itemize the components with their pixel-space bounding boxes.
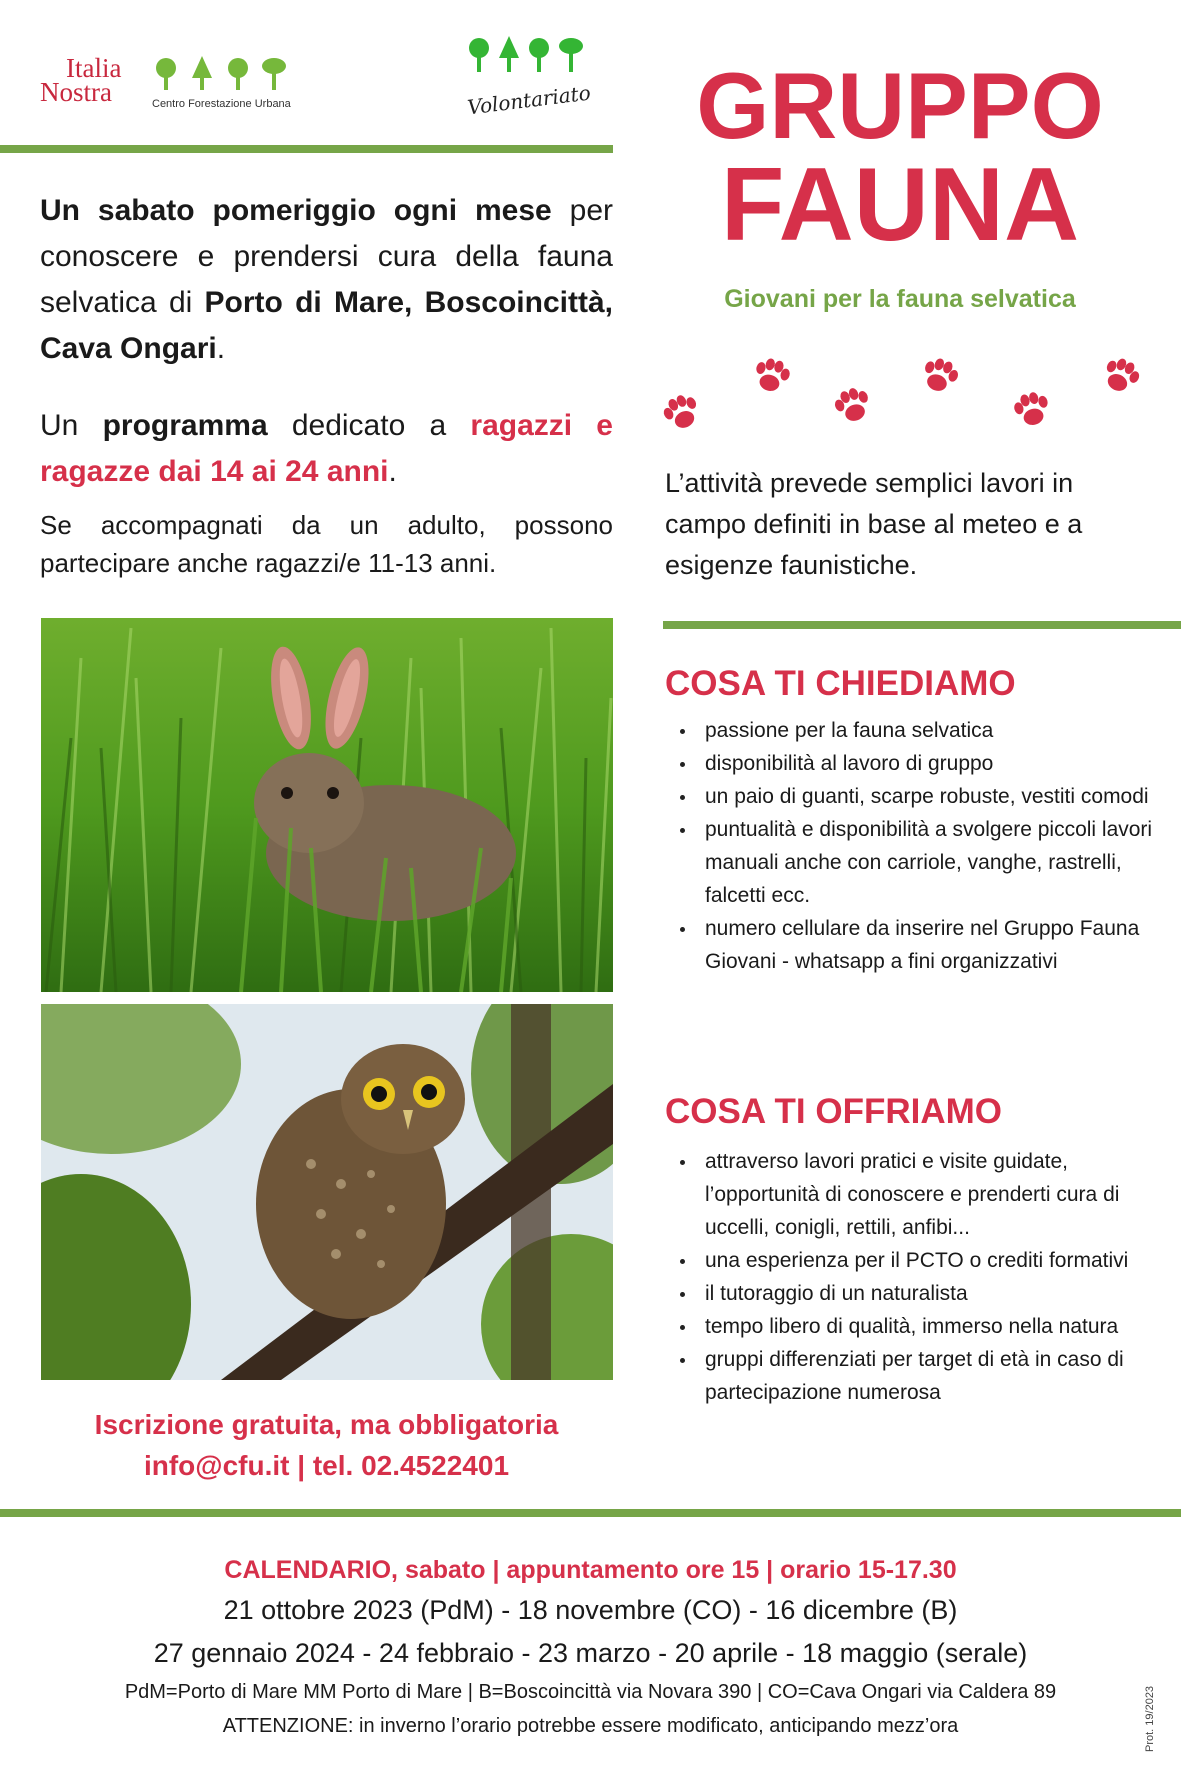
intro-paragraph (40, 188, 613, 372)
intro-text: per conoscere e prendersi cura della fauna selvatica di (40, 194, 613, 319)
trees-icon (152, 56, 302, 94)
logo-word-nostra: Nostra (40, 77, 112, 107)
program-paragraph (40, 403, 613, 495)
right-divider (663, 621, 1181, 629)
logo-word-italia: Italia (66, 53, 122, 83)
paw-print-icon (827, 381, 878, 432)
protocol-number: Prot. 19/2023 (1144, 1685, 1156, 1752)
program-keyword: programma (102, 409, 268, 442)
location-legend: PdM=Porto di Mare MM Porto di Mare | B=Boscoincittà via Novara 390 | CO=Cava Ongari via Caldera 89 (124, 1681, 1057, 1703)
program-age-range: ragazzi e ragazze dai 14 ai 24 anni (40, 409, 613, 488)
page-subtitle: Giovani per la fauna selvatica (724, 285, 1076, 313)
calendar-dates-2024: 27 gennaio 2024 - 24 febbraio - 23 marzo - 20 aprile - 18 maggio (serale) (153, 1638, 1028, 1668)
title-line-2: FAUNA (720, 147, 1080, 263)
list-item: un paio di guanti, scarpe robuste, vestiti comodi (705, 780, 1181, 813)
italia-nostra-logo (40, 53, 300, 116)
program-text-1: Un (40, 409, 103, 442)
activity-description: L’attività prevede semplici lavori in campo definiti in base al meteo e a esigenze faunistiche. (665, 468, 1083, 580)
paw-print-icon (913, 351, 964, 402)
registration-info (40, 1404, 613, 1486)
calendar-heading: CALENDARIO, sabato | appuntamento ore 15 | orario 15-17.30 (224, 1556, 957, 1584)
program-period: . (388, 455, 397, 488)
logo-subtitle: Centro Forestazione Urbana (152, 98, 291, 110)
ask-heading: COSA TI CHIEDIAMO (665, 664, 1016, 703)
intro-places: Porto di Mare, Boscoincittà, Cava Ongari (40, 286, 613, 365)
list-item: passione per la fauna selvatica (705, 714, 1181, 747)
intro-highlight: Un sabato pomeriggio ogni mese (40, 194, 552, 227)
registration-line: Iscrizione gratuita, ma obbligatoria (94, 1409, 559, 1440)
rabbit-photo (41, 618, 613, 992)
list-item: tempo libero di qualità, immerso nella natura (705, 1310, 1181, 1343)
list-item: il tutoraggio di un naturalista (705, 1277, 1181, 1310)
list-item: gruppi differenziati per target di età in caso di partecipazione numerosa (705, 1343, 1181, 1409)
paw-print-icon (1093, 350, 1146, 403)
ask-list (665, 714, 1181, 978)
page-title (660, 53, 1140, 263)
paw-print-icon (1008, 387, 1057, 436)
calendar-dates-2023: 21 ottobre 2023 (PdM) - 18 novembre (CO) - 16 dicembre (B) (223, 1595, 958, 1625)
schedule-warning: ATTENZIONE: in inverno l’orario potrebbe essere modificato, anticipando mezz’ora (222, 1715, 959, 1737)
program-text-2: dedicato a (267, 409, 471, 442)
list-item: disponibilità al lavoro di gruppo (705, 747, 1181, 780)
list-item: numero cellulare da inserire nel Gruppo Fauna Giovani - whatsapp a fini organizzativi (705, 912, 1181, 978)
accompany-note: Se accompagnati da un adulto, possono partecipare anche ragazzi/e 11-13 anni. (40, 510, 613, 578)
list-item: una esperienza per il PCTO o crediti formativi (705, 1244, 1181, 1277)
volontariato-logo (455, 30, 605, 140)
title-line-1: GRUPPO (696, 53, 1104, 158)
volontariato-text: Volontariato (465, 80, 592, 120)
paw-print-icon (747, 353, 796, 402)
volunteer-trees-icon (467, 36, 587, 76)
paw-print-icon (655, 387, 708, 440)
contact-line[interactable]: info@cfu.it | tel. 02.4522401 (143, 1450, 510, 1481)
offer-list (665, 1145, 1181, 1409)
intro-period: . (216, 332, 226, 365)
top-divider (0, 145, 613, 153)
list-item: puntualità e disponibilità a svolgere piccoli lavori manuali anche con carriole, vanghe, rastrelli, falcetti ecc. (705, 813, 1181, 912)
offer-heading: COSA TI OFFRIAMO (665, 1092, 1003, 1131)
owl-photo (41, 1004, 613, 1380)
bottom-divider (0, 1509, 1181, 1517)
list-item: attraverso lavori pratici e visite guidate, l’opportunità di conoscere e prenderti cura di uccelli, conigli, rettili, anfibi... (705, 1145, 1181, 1244)
